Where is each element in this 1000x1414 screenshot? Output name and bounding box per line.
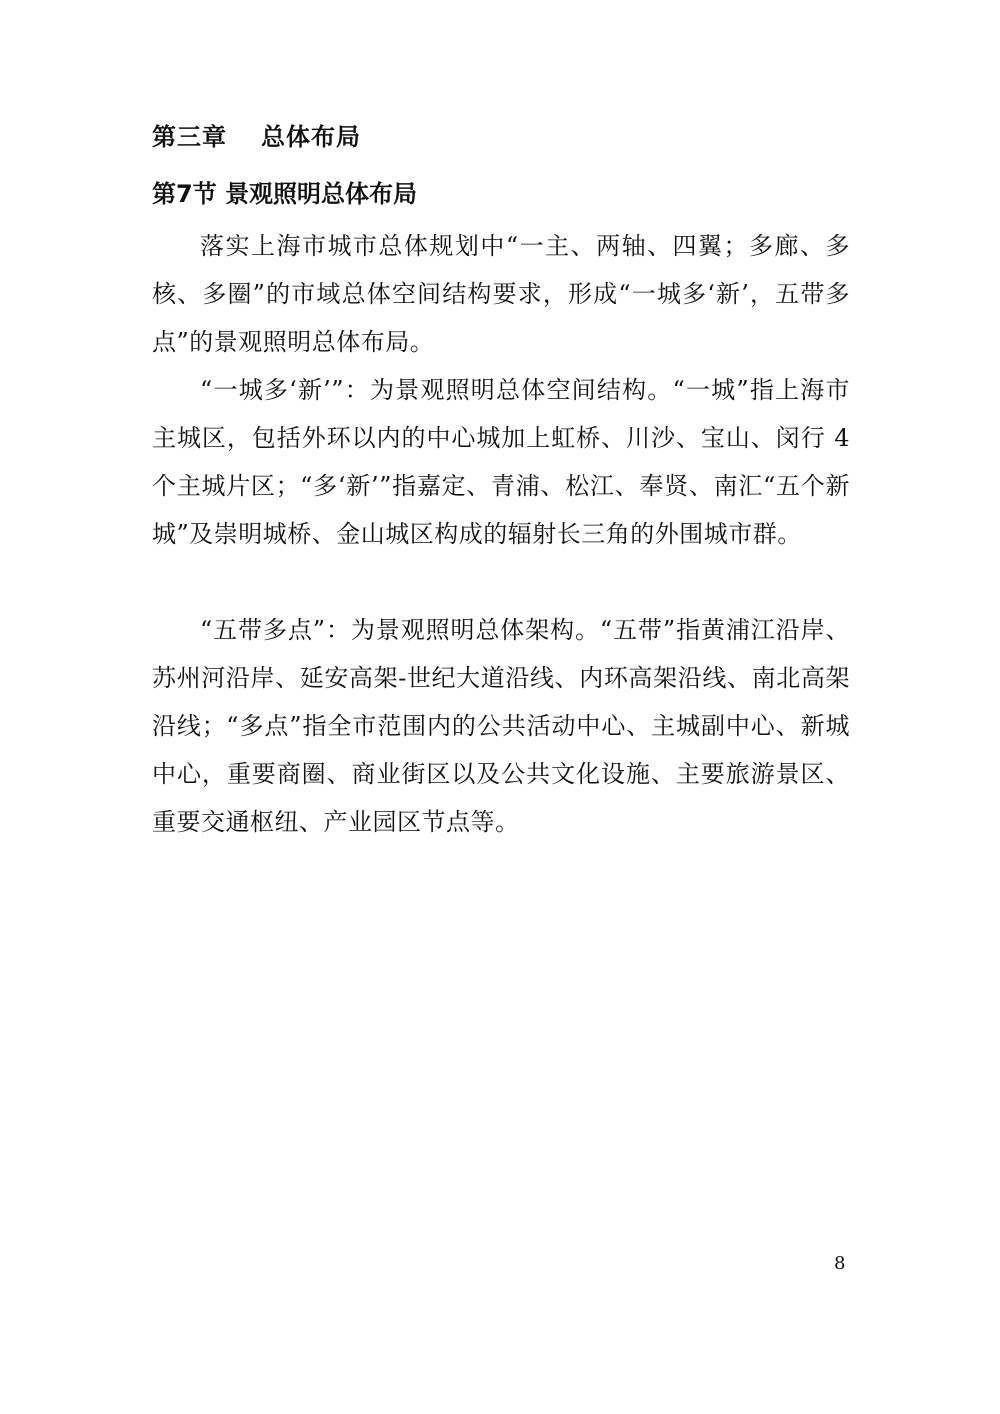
section-label: 第7节 bbox=[152, 180, 217, 208]
paragraph-overall-layout: 落实上海市城市总体规划中“一主、两轴、四翼；多廊、多核、多圈”的市域总体空间结构要求，形成“一城多‘新’，五带多点”的景观照明总体布局。 bbox=[152, 232, 850, 356]
paragraph-framework: “五带多点”：为景观照明总体架构。“五带”指黄浦江沿岸、苏州河沿岸、延安高架-世纪大道沿线、内环高架沿线、南北高架沿线；“多点”指全市范围内的公共活动中心、主城副中心、新城中心，重要商圈、商业街区以及公共文化设施、主要旅游景区、重要交通枢纽、产业园区节点等。 bbox=[152, 616, 850, 836]
chapter-label: 第三章 bbox=[152, 123, 227, 151]
chapter-heading bbox=[152, 117, 361, 157]
chapter-title: 总体布局 bbox=[261, 123, 361, 151]
section-title: 景观照明总体布局 bbox=[225, 180, 418, 208]
paragraph-spatial-structure: “一城多‘新’”：为景观照明总体空间结构。“一城”指上海市主城区，包括外环以内的中心城加上虹桥、川沙、宝山、闵行 4 个主城片区；“多‘新’”指嘉定、青浦、松江、奉贤、南汇“五个新城”及崇明城桥、金山城区构成的辐射长三角的外围城市群。 bbox=[152, 376, 850, 548]
section-heading bbox=[152, 174, 417, 214]
page-number: 8 bbox=[834, 1253, 846, 1274]
